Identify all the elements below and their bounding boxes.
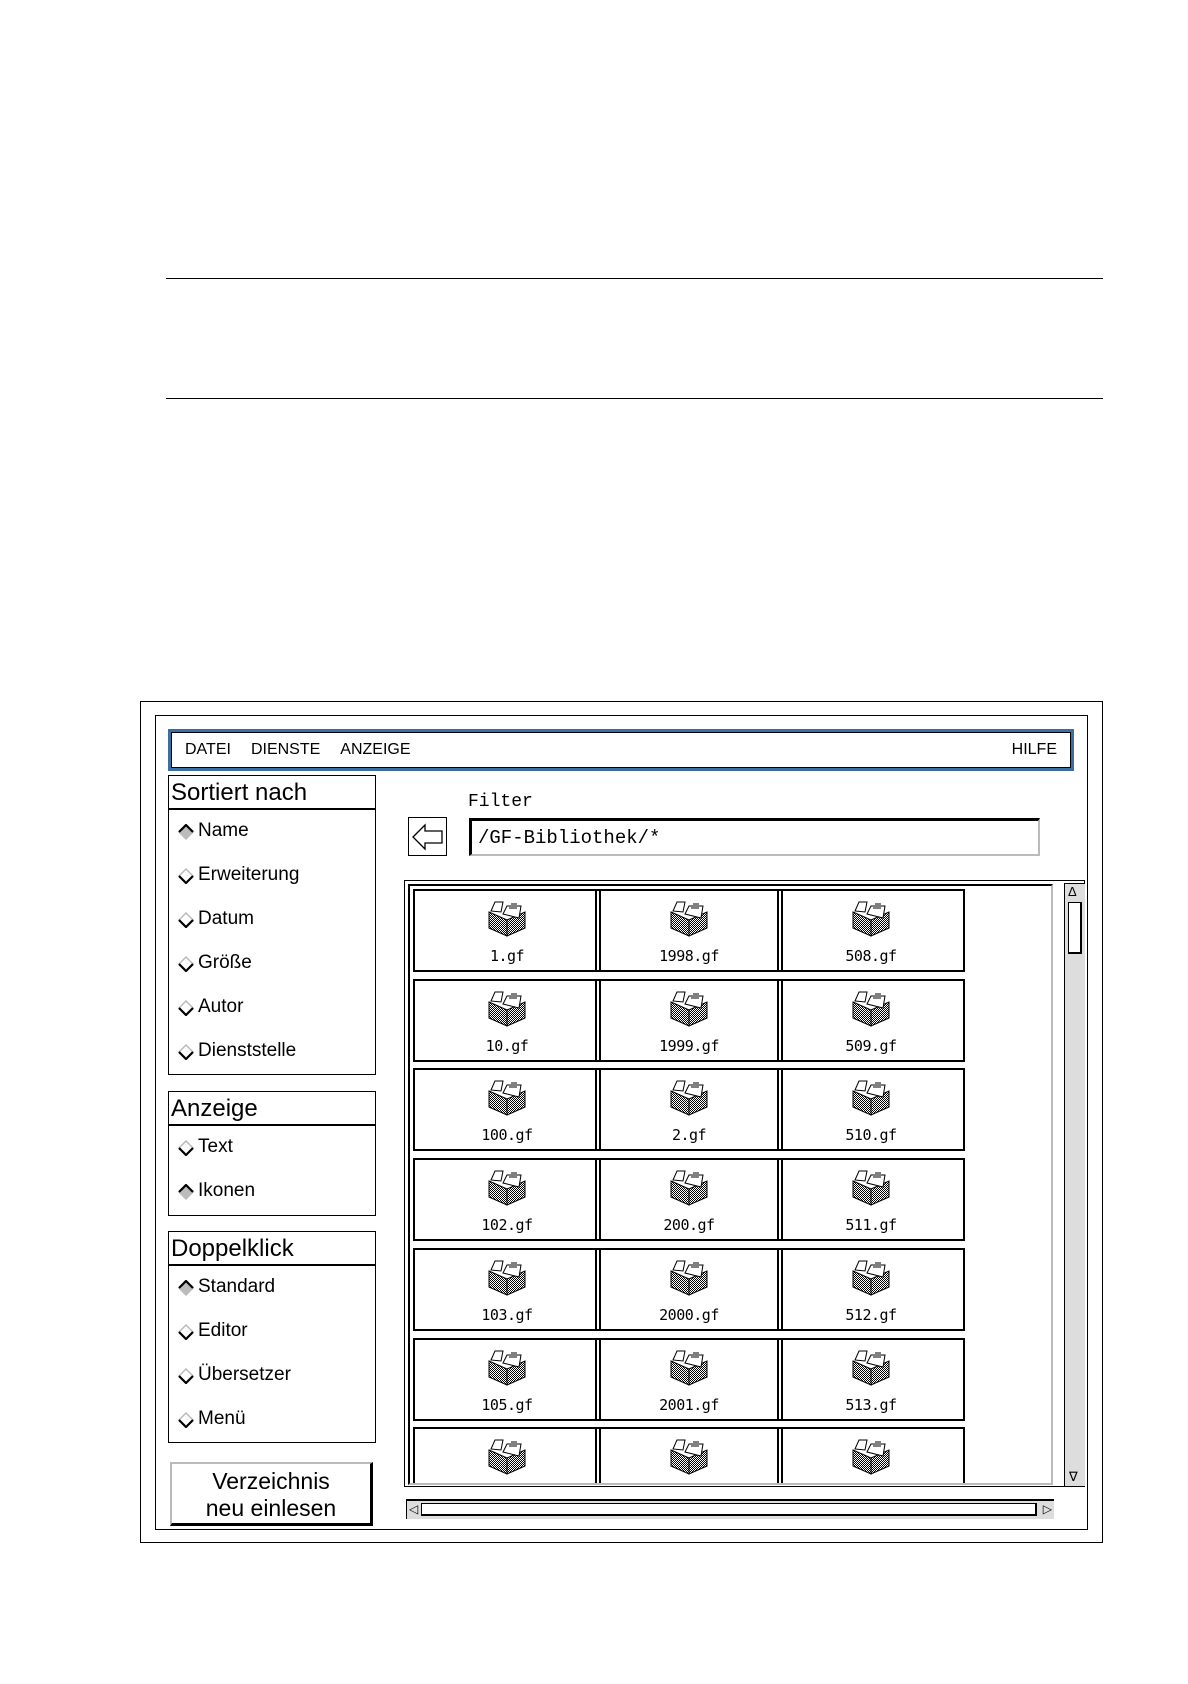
file-tile[interactable] — [595, 1248, 783, 1331]
file-name: 1999.gf — [659, 1036, 719, 1055]
file-box-icon — [667, 1077, 711, 1117]
file-tile[interactable] — [413, 1068, 601, 1151]
option-label: Menü — [198, 1408, 246, 1429]
sort-option-autor[interactable] — [178, 996, 243, 1018]
file-box-icon — [849, 1347, 893, 1387]
file-name: 510.gf — [845, 1126, 897, 1145]
file-tile[interactable] — [595, 1338, 783, 1421]
file-icon-grid — [408, 884, 1053, 1485]
file-box-icon — [485, 898, 529, 938]
option-label: Übersetzer — [198, 1364, 291, 1385]
file-tile[interactable] — [413, 979, 601, 1062]
menu-bar — [168, 729, 1074, 771]
vertical-scrollbar[interactable] — [1064, 883, 1085, 1486]
file-box-icon — [485, 1257, 529, 1297]
file-tile[interactable] — [777, 1248, 965, 1331]
option-label: Editor — [198, 1320, 248, 1341]
option-label: Text — [198, 1136, 233, 1157]
radio-diamond-icon[interactable] — [178, 1324, 192, 1338]
doubleclick-option-übersetzer[interactable] — [178, 1364, 291, 1386]
menu-dienste[interactable]: DIENSTE — [250, 741, 321, 758]
display-group-title: Anzeige — [169, 1092, 375, 1126]
file-name: 1.gf — [489, 947, 525, 965]
file-tile[interactable] — [413, 1158, 601, 1241]
file-name: 509.gf — [845, 1036, 897, 1055]
file-tile[interactable] — [595, 1158, 783, 1241]
radio-diamond-icon[interactable] — [178, 1044, 192, 1058]
radio-diamond-icon[interactable] — [178, 1184, 192, 1198]
file-box-icon — [485, 1077, 529, 1117]
radio-diamond-icon[interactable] — [178, 1280, 192, 1294]
doubleclick-option-standard[interactable] — [178, 1276, 275, 1298]
sort-option-datum[interactable] — [178, 908, 254, 930]
file-box-icon — [849, 1436, 893, 1476]
radio-diamond-icon[interactable] — [178, 1000, 192, 1014]
horizontal-scrollbar[interactable] — [406, 1499, 1054, 1519]
reload-button-line1: Verzeichnis — [212, 1468, 330, 1494]
file-name: 105.gf — [481, 1395, 533, 1414]
radio-diamond-icon[interactable] — [178, 1140, 192, 1154]
file-tile[interactable] — [595, 1068, 783, 1151]
menu-anzeige[interactable]: ANZEIGE — [340, 741, 411, 758]
reload-directory-button[interactable] — [170, 1462, 373, 1526]
file-tile[interactable] — [413, 889, 601, 972]
radio-diamond-icon[interactable] — [178, 824, 192, 838]
filter-label: Filter — [468, 792, 533, 812]
sort-group-title: Sortiert nach — [169, 776, 375, 810]
divider-bottom — [166, 398, 1103, 399]
file-tile[interactable] — [777, 889, 965, 972]
file-tile[interactable] — [595, 889, 783, 972]
filter-input[interactable]: /GF-Bibliothek/* — [469, 818, 1040, 856]
radio-diamond-icon[interactable] — [178, 956, 192, 970]
file-name: 2001.gf — [659, 1395, 719, 1414]
display-option-text[interactable] — [178, 1136, 233, 1158]
file-tile[interactable] — [413, 1427, 601, 1485]
radio-diamond-icon[interactable] — [178, 868, 192, 882]
divider-top — [166, 278, 1103, 279]
file-name: 508.gf — [845, 947, 897, 965]
file-box-icon — [485, 1436, 529, 1476]
option-label: Dienststelle — [198, 1040, 297, 1061]
file-box-icon — [849, 1257, 893, 1297]
file-tile[interactable] — [777, 1338, 965, 1421]
sort-option-name[interactable] — [178, 820, 249, 842]
file-box-icon — [667, 988, 711, 1028]
option-label: Standard — [198, 1276, 276, 1297]
option-label: Erweiterung — [198, 864, 300, 885]
arrow-left-icon — [411, 822, 445, 852]
doubleclick-option-editor[interactable] — [178, 1320, 248, 1342]
option-label: Name — [198, 820, 249, 841]
file-tile[interactable] — [777, 979, 965, 1062]
file-box-icon — [849, 988, 893, 1028]
file-name: 2000.gf — [659, 1305, 719, 1324]
option-label: Autor — [198, 996, 244, 1017]
scroll-up-arrow[interactable]: Δ — [1068, 884, 1077, 899]
file-box-icon — [849, 1167, 893, 1207]
file-tile[interactable] — [595, 979, 783, 1062]
radio-diamond-icon[interactable] — [178, 1368, 192, 1382]
file-box-icon — [667, 898, 711, 938]
file-tile[interactable] — [777, 1427, 965, 1485]
reload-button-line2: neu einlesen — [205, 1495, 337, 1521]
file-box-icon — [485, 1167, 529, 1207]
file-box-icon — [667, 1347, 711, 1387]
file-tile[interactable] — [413, 1248, 601, 1331]
doubleclick-option-menü[interactable] — [178, 1408, 246, 1430]
file-box-icon — [667, 1436, 711, 1476]
sort-option-dienststelle[interactable] — [178, 1040, 296, 1062]
option-label: Ikonen — [198, 1180, 256, 1201]
radio-diamond-icon[interactable] — [178, 1412, 192, 1426]
menu-datei[interactable]: DATEI — [185, 741, 231, 758]
sort-option-größe[interactable] — [178, 952, 252, 974]
file-name: 200.gf — [663, 1216, 715, 1235]
display-option-ikonen[interactable] — [178, 1180, 255, 1202]
file-name: 102.gf — [481, 1216, 533, 1235]
file-tile[interactable] — [413, 1338, 601, 1421]
file-box-icon — [849, 898, 893, 938]
file-name: 513.gf — [845, 1395, 897, 1414]
vertical-scroll-thumb[interactable] — [1068, 902, 1082, 954]
doubleclick-group-title: Doppelklick — [169, 1232, 375, 1266]
option-label: Größe — [198, 952, 252, 973]
scroll-down-arrow[interactable]: ∇ — [1069, 1469, 1078, 1484]
file-box-icon — [485, 1347, 529, 1387]
file-name: 1998.gf — [659, 947, 719, 965]
file-box-icon — [849, 1077, 893, 1117]
option-label: Datum — [198, 908, 254, 929]
horizontal-scroll-thumb[interactable] — [421, 1503, 1037, 1516]
file-name: 100.gf — [481, 1126, 533, 1145]
file-name: 103.gf — [481, 1305, 533, 1324]
file-tile[interactable] — [777, 1068, 965, 1151]
scroll-right-arrow[interactable]: ▷ — [1042, 1502, 1052, 1516]
file-box-icon — [667, 1257, 711, 1297]
file-tile[interactable] — [777, 1158, 965, 1241]
file-box-icon — [667, 1167, 711, 1207]
menu-hilfe[interactable]: HILFE — [1011, 741, 1057, 758]
file-name: 512.gf — [845, 1305, 897, 1324]
file-tile[interactable] — [595, 1427, 783, 1485]
sort-option-erweiterung[interactable] — [178, 864, 299, 886]
file-name: 2.gf — [671, 1126, 707, 1145]
scroll-left-arrow[interactable]: ◁ — [409, 1502, 419, 1516]
file-name: 10.gf — [485, 1036, 529, 1055]
file-box-icon — [485, 988, 529, 1028]
radio-diamond-icon[interactable] — [178, 912, 192, 926]
back-button[interactable] — [408, 817, 447, 856]
file-name: 511.gf — [845, 1216, 897, 1235]
